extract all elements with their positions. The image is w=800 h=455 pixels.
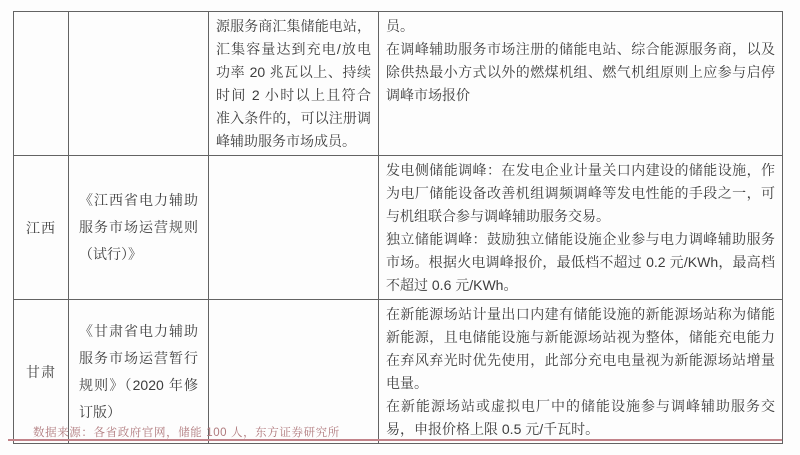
table-row-continuation — [14, 12, 783, 156]
paragraph: 发电侧储能调峰：在发电企业计量关口内建设的储能设施，作为电厂储能设备改善机组调频调峰等发电性能的手段之一，可与机组联合参与调峰辅助服务交易。 — [386, 162, 775, 224]
market-entry-cell — [209, 300, 379, 444]
storage-policy-cell — [379, 156, 783, 300]
province-cell: 甘肃 — [14, 300, 69, 444]
paragraph: 在新能源场站计量出口内建有储能设施的新能源场站称为储能新能源，且电储能设施与新能源场站视为整体，储能充电能力在弃风弃光时优先使用，此部分充电电量视为新能源场站增量电量。 — [386, 306, 775, 391]
paragraph: 在调峰辅助服务市场注册的储能电站、综合能源服务商，以及除供热最小方式以外的燃煤机组、燃气机组原则上应参与启停调峰市场报价 — [386, 41, 775, 103]
market-entry-cell — [209, 156, 379, 300]
footer-divider — [8, 439, 782, 441]
paragraph: 独立储能调峰：鼓励独立储能设施企业参与电力调峰辅助服务市场。根据火电调峰报价，最低档不超过 0.2 元/KWh，最高档不超过 0.6 元/KWh。 — [386, 231, 775, 293]
province-cell — [14, 12, 69, 156]
storage-policy-cell — [379, 300, 783, 444]
policy-title-cell: 《甘肃省电力辅助服务市场运营暂行规则》（2020 年修订版） — [69, 300, 209, 444]
storage-policy-cell — [379, 12, 783, 156]
table-row-gansu — [14, 300, 783, 444]
policy-title-cell: 《江西省电力辅助服务市场运营规则（试行）》 — [69, 156, 209, 300]
paragraph: 员。 — [386, 18, 414, 34]
policy-table — [13, 11, 783, 444]
data-source-note: 数据来源：各省政府官网，储能 100 人，东方证券研究所 — [33, 427, 340, 439]
market-entry-cell — [209, 12, 379, 156]
paragraph: 源服务商汇集储能电站，汇集容量达到充电/放电功率 20 兆瓦以上、持续时间 2 小时以上且符合准入条件的，可以注册调峰辅助服务市场成员。 — [216, 18, 371, 149]
province-cell: 江西 — [14, 156, 69, 300]
table-row-jiangxi — [14, 156, 783, 300]
paragraph: 在新能源场站或虚拟电厂中的储能设施参与调峰辅助服务交易，申报价格上限 0.5 元/千瓦时。 — [386, 398, 775, 437]
policy-title-cell — [69, 12, 209, 156]
